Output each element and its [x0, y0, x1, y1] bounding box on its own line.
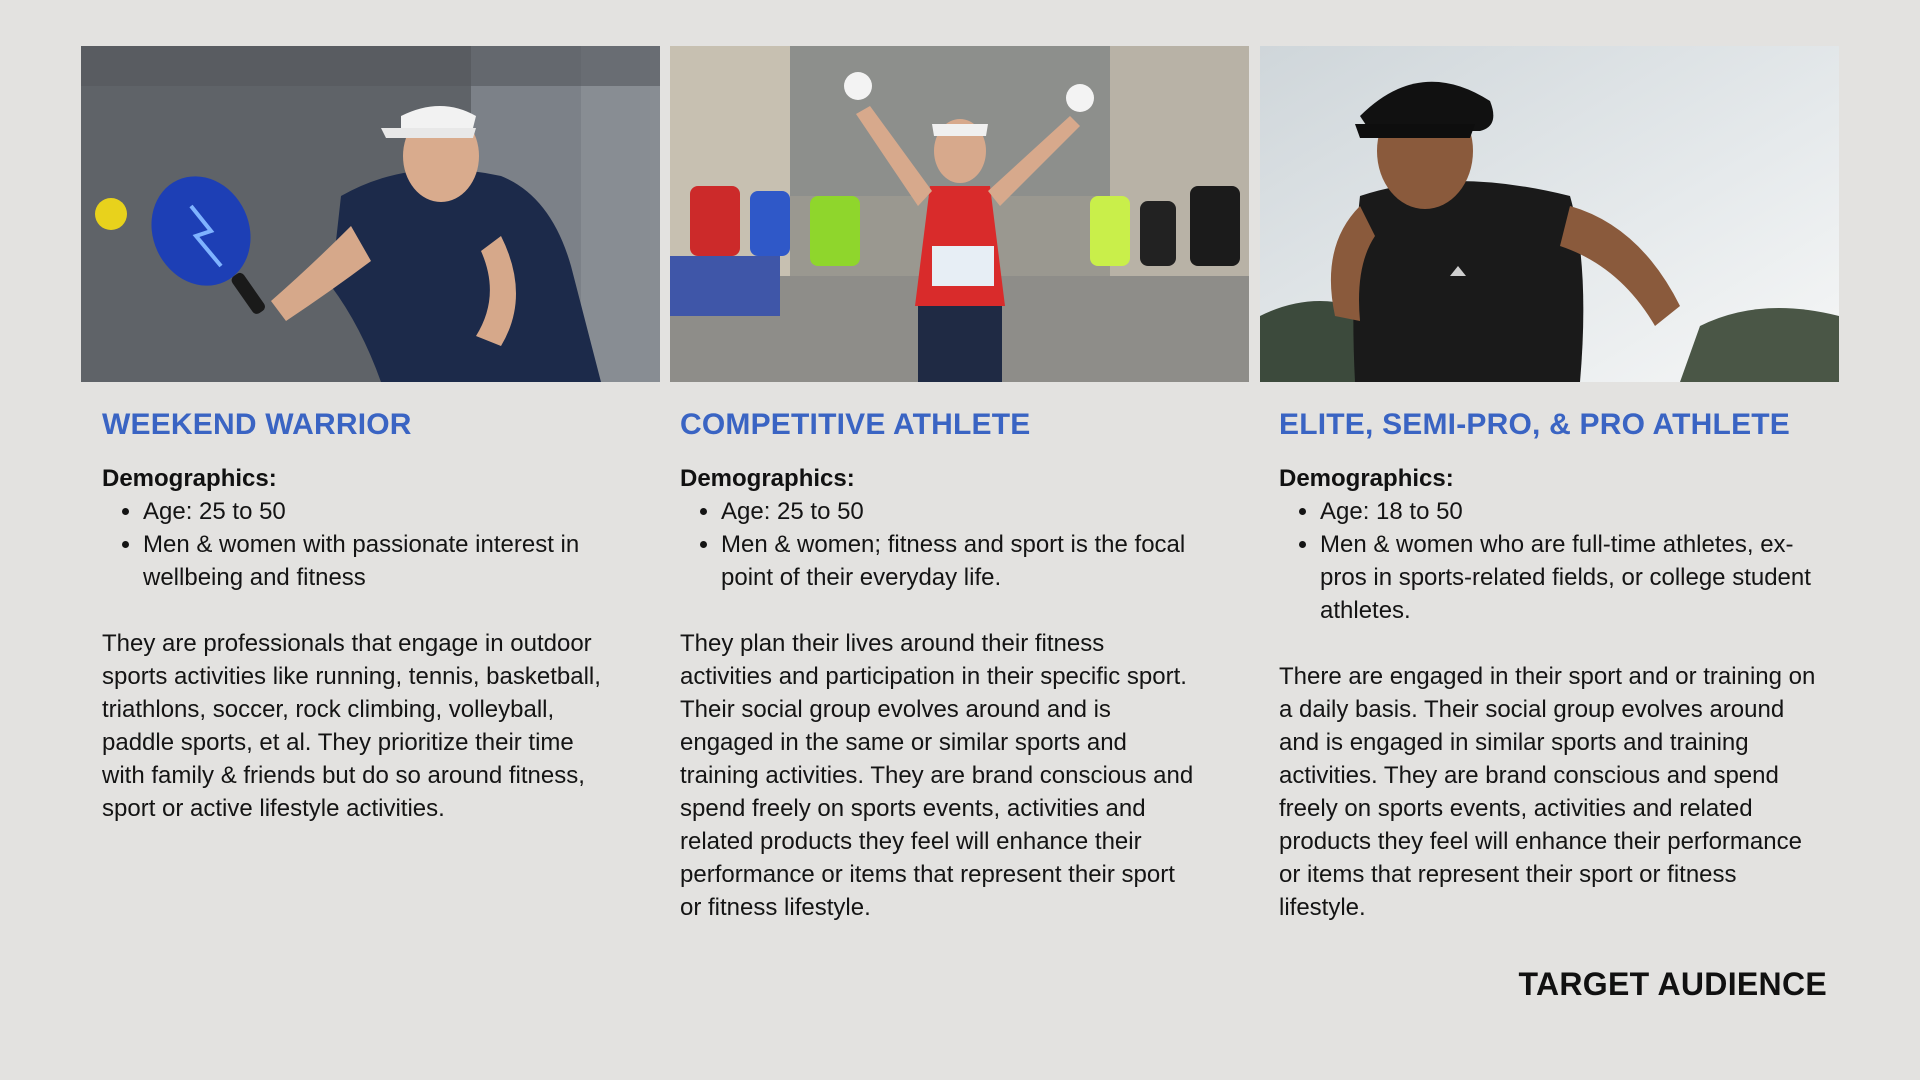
demographics-label: Demographics:: [102, 465, 277, 492]
audience-description: They are professionals that engage in outdoor sports activities like running, tennis, basketball, triathlons, soccer, rock climbing, volleyball, paddle sports, et al. They prioritize their time with family & friends but do so around fitness, sport or active lifestyle activities.: [102, 630, 601, 822]
audience-description: They plan their lives around their fitness activities and participation in their specific sport. Their social group evolves around and is engaged in the same or similar sports and training activities. They are brand conscious and spend freely on sports events, activities and related products they feel will enhance their performance or items that represent their sport or fitness lifestyle.: [680, 630, 1194, 921]
audience-description: There are engaged in their sport and or training on a daily basis. Their social group evolves around and is engaged in similar sports and training activities. They are brand conscious and spend freely on sports events, activities and related products they feel will enhance their performance or items that represent their sport or fitness lifestyle.: [1279, 663, 1816, 921]
audience-weekend-warrior: [102, 405, 622, 825]
audience-title: WEEKEND WARRIOR: [102, 408, 412, 441]
page-title: TARGET AUDIENCE: [1518, 966, 1827, 1002]
photo-competitive-athlete: [670, 46, 1249, 382]
demographics-item: • Men & women with passionate interest in wellbeing and fitness: [143, 528, 622, 594]
audience-competitive-athlete: [680, 405, 1200, 924]
photo-elite-athlete: [1260, 46, 1839, 382]
demographics-list: [1279, 495, 1819, 627]
demographics-label: Demographics:: [1279, 465, 1454, 492]
audience-elite-athlete: [1279, 405, 1819, 924]
demographics-item: • Age: 25 to 50: [143, 495, 622, 528]
demographics-list: [102, 495, 622, 594]
audience-title: COMPETITIVE ATHLETE: [680, 408, 1031, 441]
demographics-label: Demographics:: [680, 465, 855, 492]
demographics-item: • Men & women; fitness and sport is the focal point of their everyday life.: [721, 528, 1200, 594]
demographics-item: • Men & women who are full-time athletes, ex-pros in sports-related fields, or college student athletes.: [1320, 528, 1819, 627]
audience-title: ELITE, SEMI-PRO, & PRO ATHLETE: [1279, 408, 1791, 441]
demographics-item: • Age: 25 to 50: [721, 495, 1200, 528]
demographics-list: [680, 495, 1200, 594]
demographics-item: • Age: 18 to 50: [1320, 495, 1819, 528]
photo-weekend-warrior: [81, 46, 660, 382]
